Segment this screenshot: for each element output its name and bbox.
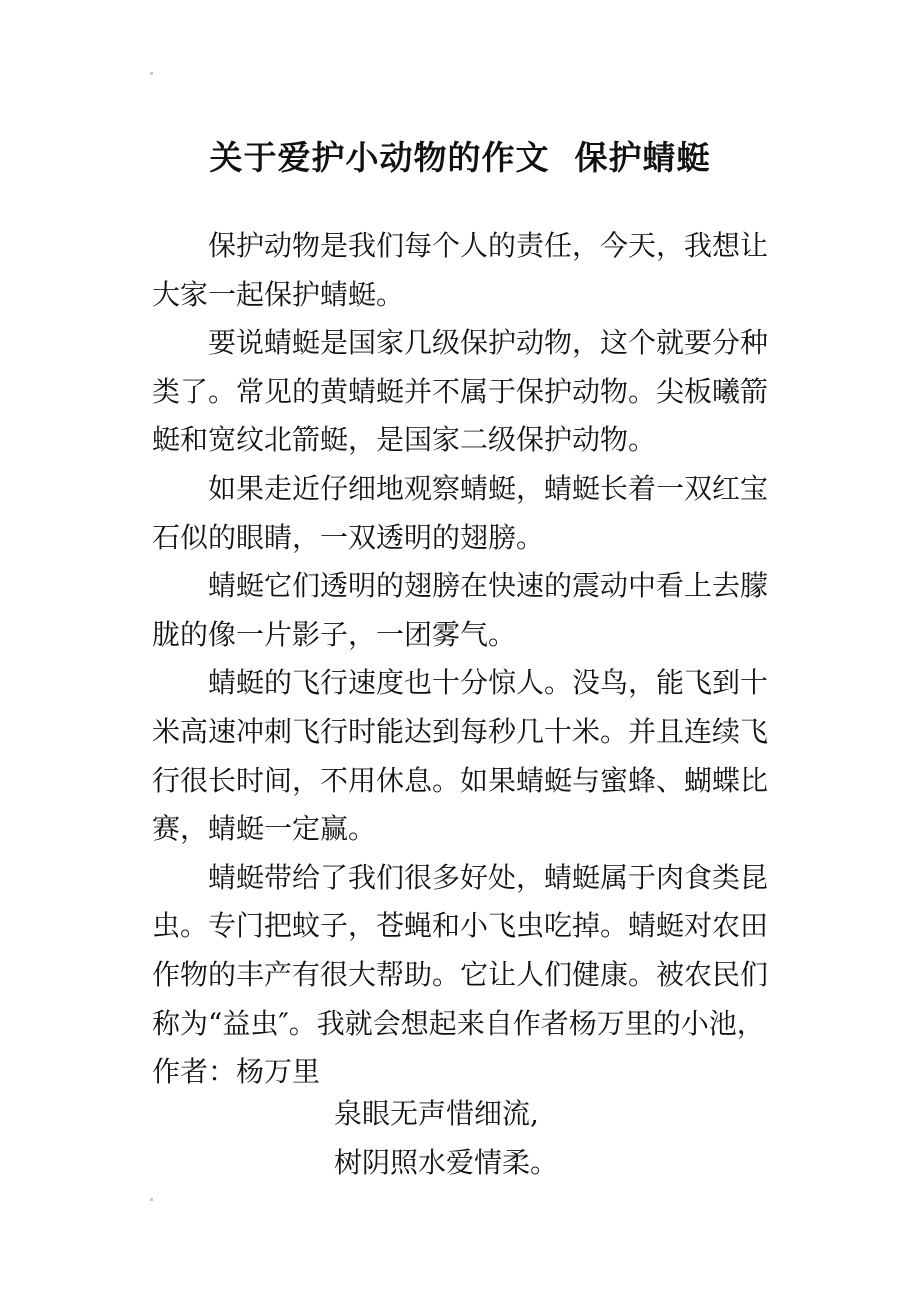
- poem: [334, 1090, 774, 1187]
- paragraph-1: 保护动物是我们每个人的责任，今天，我想让大家一起保护蜻蜓。: [152, 229, 769, 311]
- page-title: 关于爱护小动物的作文 保护蜻蜓: [209, 138, 711, 178]
- article-body: [152, 222, 768, 1097]
- paragraph-3: 如果走近仔细地观察蜻蜓，蜻蜓长着一双红宝石似的眼睛，一双透明的翅膀。: [152, 471, 769, 554]
- paragraph-6: 蜻蜓带给了我们很多好处，蜻蜓属于肉食类昆虫。专门把蚊子，苍蝇和小飞虫吃掉。蜻蜓对农田作物的丰产有很大帮助。它让人们健康。被农民们称为“益虫″。我就会想起来自作者杨万里的小池，: [152, 860, 769, 1040]
- paragraph-4: 蜻蜓它们透明的翅膀在快速的震动中看上去朦胧的像一片影子，一团雾气。: [152, 569, 769, 651]
- scan-mark-top: [150, 72, 153, 75]
- scan-mark-bottom: [150, 1198, 153, 1201]
- paragraph-2: 要说蜻蜓是国家几级保护动物，这个就要分种类了。常见的黄蜻蜓并不属于保护动物。尖板曦箭蜓和宽纹北箭蜓，是国家二级保护动物。: [152, 326, 769, 457]
- poem-author-line: 作者：杨万里: [152, 1055, 321, 1089]
- paragraph-5: 蜻蜓的飞行速度也十分惊人。没鸟，能飞到十米高速冲刺飞行时能达到每秒几十米。并且连续飞行很长时间，不用休息。如果蜻蜓与蜜蜂、蝴蝶比赛，蜻蜓一定赢。: [152, 666, 769, 846]
- poem-line-1: 泉眼无声惜细流,: [334, 1097, 539, 1130]
- poem-line-2: 树阴照水爱情柔。: [334, 1145, 559, 1179]
